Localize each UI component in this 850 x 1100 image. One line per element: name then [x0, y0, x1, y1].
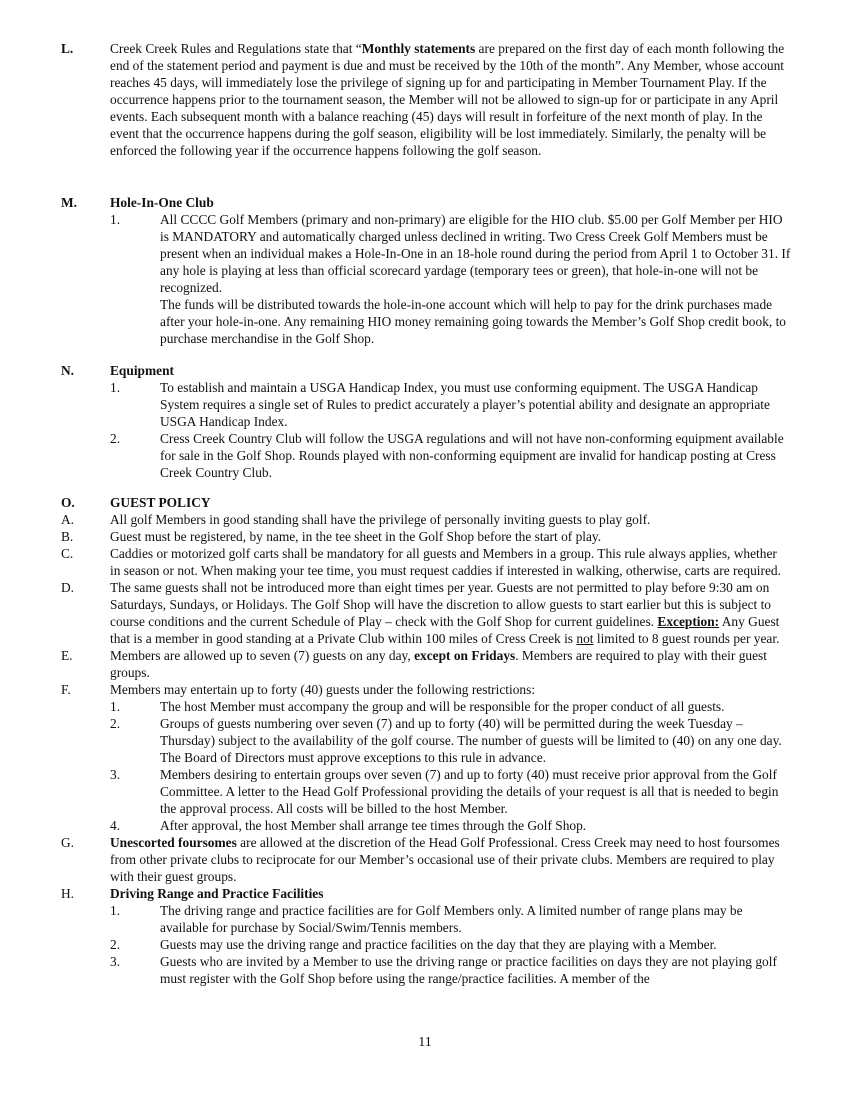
- item-number: 1.: [110, 380, 121, 395]
- list-item-text: Guests who are invited by a Member to use the driving range or practice facilities on days they are not playing golf must register with the Golf Shop before using the range/practice facilities. A member of the: [160, 954, 777, 986]
- item-letter: A.: [61, 512, 75, 527]
- item-letter: G.: [61, 835, 75, 850]
- section-m: [0, 194, 850, 347]
- list-item: [0, 766, 850, 817]
- list-item: [0, 430, 850, 481]
- fridays-emphasis: except on Fridays: [414, 648, 516, 663]
- item-number: 4.: [110, 818, 121, 833]
- section-heading: Hole-In-One Club: [110, 195, 214, 210]
- list-item-text: The funds will be distributed towards the hole-in-one account which will help to pay for the drink purchases made after your hole-in-one. Any remaining HIO money remaining going towards the Member’s Golf Shop credit book, to purchase merchandise in the Golf Shop.: [160, 297, 786, 346]
- list-item: [0, 953, 850, 987]
- list-item-text: After approval, the host Member shall arrange tee times through the Golf Shop.: [160, 818, 587, 833]
- list-item-text: The host Member must accompany the group and will be responsible for the proper conduct of all guests.: [160, 699, 725, 714]
- section-heading: GUEST POLICY: [110, 495, 211, 510]
- list-item-text: All CCCC Golf Members (primary and non-primary) are eligible for the HIO club. $5.00 per Golf Member per HIO is MANDATORY and automatically charged unless declined in writing. Two Cress Creek Golf Members must be present when an individual makes a Hole-In-One in an 18-hole round during the period from April 1 to October 31. If any hole is playing at less than official scorecard yardage (temporary tees or green), that hole-in-one will not be recognized.: [160, 212, 791, 295]
- list-item: [0, 902, 850, 936]
- list-item-text: Guest must be registered, by name, in the tee sheet in the Golf Shop before the start of play.: [110, 529, 602, 544]
- section-l: [0, 40, 850, 159]
- list-item: [0, 545, 850, 579]
- subsection-heading: Driving Range and Practice Facilities: [110, 886, 324, 901]
- list-item: [0, 698, 850, 715]
- item-letter: F.: [61, 682, 71, 697]
- section-n: [0, 362, 850, 481]
- list-item-text: Members desiring to entertain groups over seven (7) and up to forty (40) must receive prior approval from the Golf Committee. A letter to the Head Golf Professional providing the details of your request is all that is needed to begin the approval process. All costs will be billed to the host Member.: [160, 767, 779, 816]
- list-item: [0, 885, 850, 902]
- list-item-text: Members are allowed up to seven (7) guests on any day, except on Fridays. Members are required to play with their guest groups.: [110, 648, 767, 680]
- list-item-text: Cress Creek Country Club will follow the USGA regulations and will not have non-conforming equipment available for sale in the Golf Shop. Rounds played with non-conforming equipment are invalid for handicap posting at Cress Creek Country Club.: [160, 431, 784, 480]
- exception-term: Exception:: [657, 614, 720, 629]
- page-number: 11: [418, 1035, 432, 1050]
- section-label: O.: [61, 495, 75, 510]
- list-item-text: The driving range and practice facilities are for Golf Members only. A limited number of range plans may be available for purchase by Social/Swim/Tennis members.: [160, 903, 743, 935]
- list-item-text: All golf Members in good standing shall have the privilege of personally inviting guests to play golf.: [110, 512, 651, 527]
- list-item-text: To establish and maintain a USGA Handicap Index, you must use conforming equipment. The USGA Handicap System requires a single set of Rules to predict accurately a player’s potential ability and designate an appropriate USGA Handicap Index.: [160, 380, 770, 429]
- list-item-text: Guests may use the driving range and practice facilities on the day that they are playing with a Member.: [160, 937, 717, 952]
- item-number: 3.: [110, 954, 121, 969]
- list-item-text: Unescorted foursomes are allowed at the discretion of the Head Golf Professional. Cress Creek may need to host foursomes from other private clubs to reciprocate for our Member’s occasional use of their private clubs. Members are required to play with their guest groups.: [110, 835, 780, 884]
- monthly-statements-term: Monthly statements: [361, 41, 476, 56]
- item-letter: B.: [61, 529, 74, 544]
- section-l-paragraph: Creek Creek Rules and Regulations state that “Monthly statements are prepared on the first day of each month following the end of the statement period and payment is due and must be received by the 10th of the month”. Any Member, whose account reaches 45 days, will immediately lose the privilege of signing up for and participating in Member Tournament Play. If the occurrence happens prior to the tournament season, the Member will not be allowed to sign-up for or participate in any April events. Each subsequent month with a balance reaching (45) days will result in forfeiture of the next month of play. In the event that the occurrence happens during the golf season, eligibility will be lost immediately. Similarly, the penalty will be enforced the following year if the occurrence happens following the golf season.: [110, 41, 785, 158]
- item-number: 3.: [110, 767, 121, 782]
- list-item: [0, 715, 850, 766]
- list-item-text: Groups of guests numbering over seven (7) and up to forty (40) will be permitted during the week Tuesday – Thursday) subject to the availability of the golf course. The number of guests will be limited to (40) on any one day. The Board of Directors must approve exceptions to this rule in advance.: [160, 716, 782, 765]
- item-number: 2.: [110, 431, 121, 446]
- item-number: 1.: [110, 212, 121, 227]
- list-item: [0, 681, 850, 698]
- section-label: M.: [61, 195, 77, 210]
- list-item: [0, 511, 850, 528]
- section-heading: Equipment: [110, 363, 174, 378]
- list-item: [0, 211, 850, 347]
- item-letter: D.: [61, 580, 75, 595]
- list-item: [0, 579, 850, 647]
- list-item: [0, 936, 850, 953]
- list-item: [0, 817, 850, 834]
- list-item: [0, 379, 850, 430]
- item-number: 2.: [110, 937, 121, 952]
- item-letter: C.: [61, 546, 74, 561]
- list-item: [0, 834, 850, 885]
- list-item-text: Members may entertain up to forty (40) guests under the following restrictions:: [110, 682, 536, 697]
- item-letter: E.: [61, 648, 73, 663]
- item-number: 1.: [110, 699, 121, 714]
- section-label: L.: [61, 41, 74, 56]
- list-item-text: The same guests shall not be introduced more than eight times per year. Guests are not permitted to play before 9:30 am on Saturdays, Sundays, or Holidays. The Golf Shop will have the discretion to allow guests to start earlier but this is subject to course conditions and the current Schedule of Play – check with the Golf Shop for current guidelines. Exception: Any Guest that is a member in good standing at a Private Club within 100 miles of Cress Creek is not limited to 8 guest rounds per year.: [110, 580, 780, 646]
- item-letter: H.: [61, 886, 75, 901]
- list-item: [0, 647, 850, 681]
- section-o: [0, 494, 850, 987]
- list-item-text: Caddies or motorized golf carts shall be mandatory for all guests and Members in a group. This rule always applies, whether in season or not. When making your tee time, you must request caddies if interested in walking, otherwise, carts are required.: [110, 546, 781, 578]
- list-item: [0, 528, 850, 545]
- section-label: N.: [61, 363, 75, 378]
- not-emphasis: not: [576, 631, 594, 646]
- unescorted-foursomes-term: Unescorted foursomes: [110, 835, 237, 850]
- item-number: 1.: [110, 903, 121, 918]
- item-number: 2.: [110, 716, 121, 731]
